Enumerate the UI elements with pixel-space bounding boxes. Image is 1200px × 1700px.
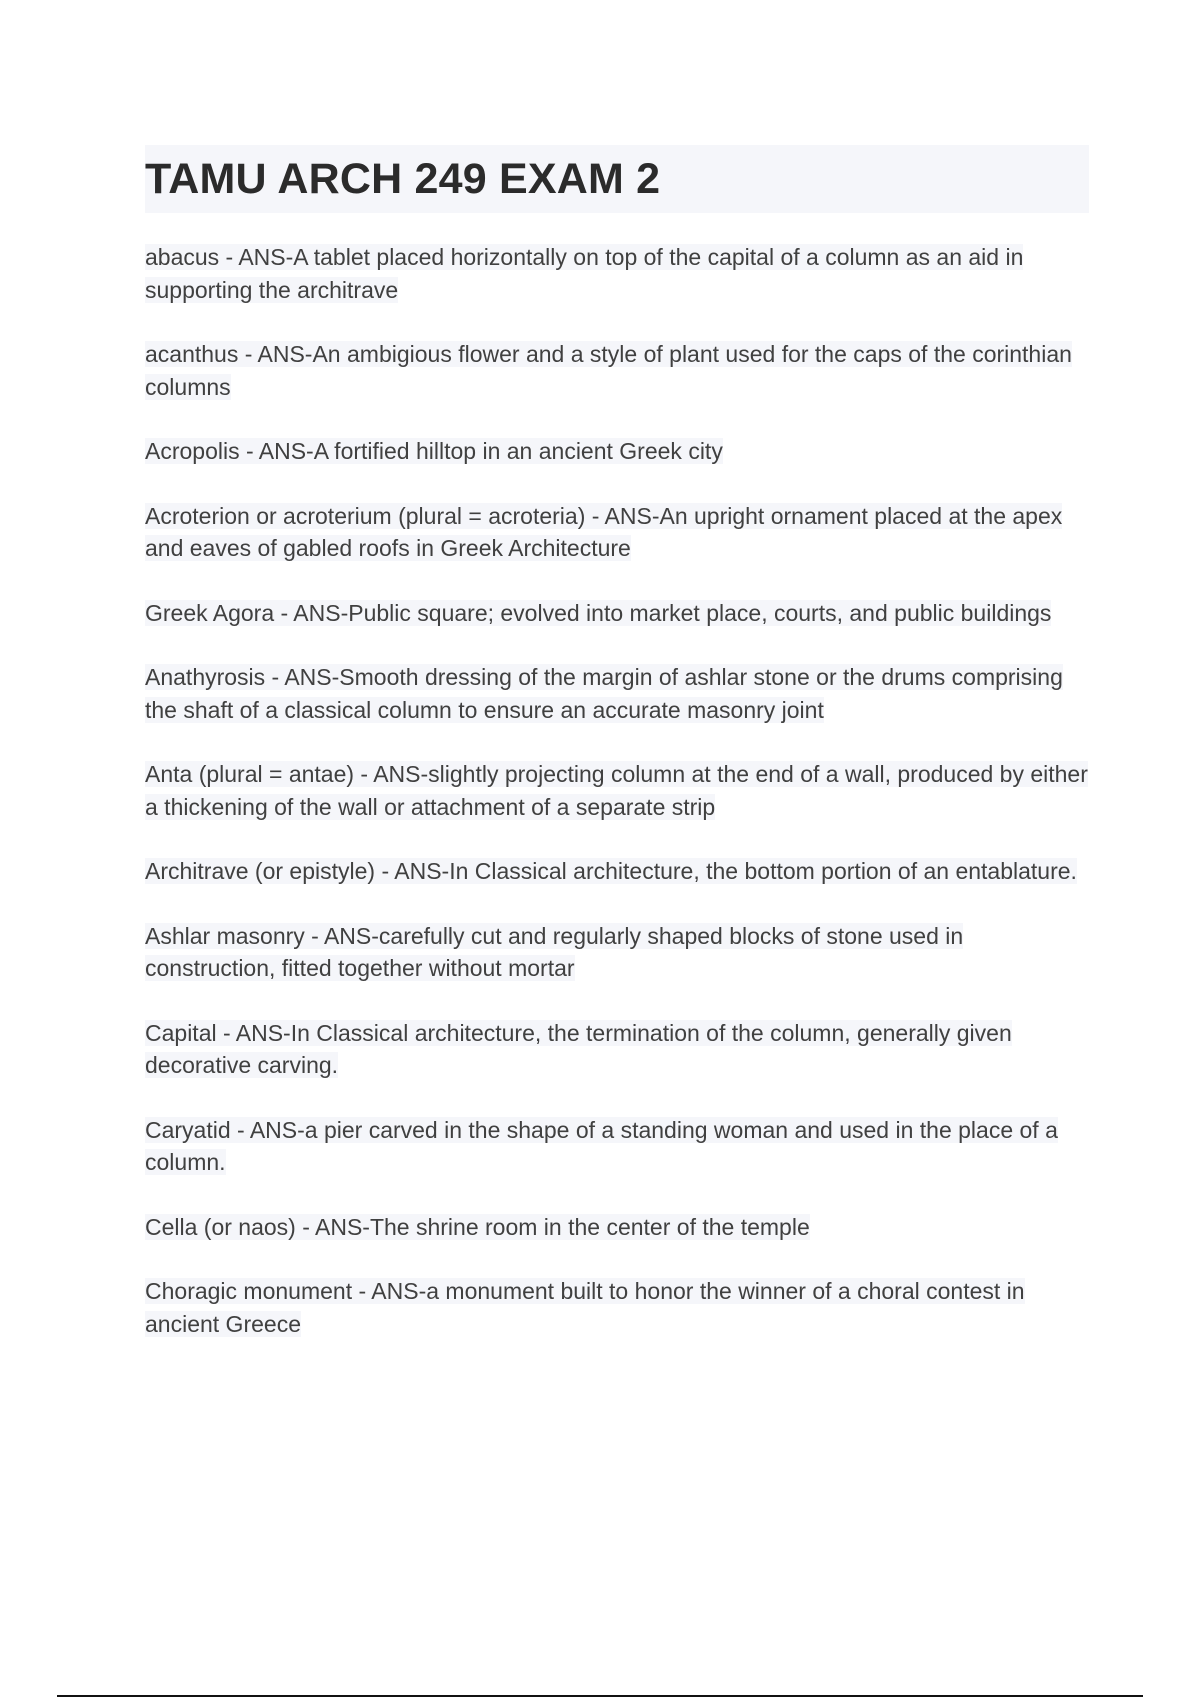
glossary-entry [145, 597, 1089, 630]
glossary-entry-text: abacus - ANS-A tablet placed horizontally on top of the capital of a column as an aid in supporting the architrave [145, 244, 1024, 303]
glossary-entry-text: acanthus - ANS-An ambigious flower and a style of plant used for the caps of the corinthian columns [145, 341, 1072, 400]
glossary-entry-text: Choragic monument - ANS-a monument built to honor the winner of a choral contest in ancient Greece [145, 1278, 1025, 1337]
glossary-entry [145, 338, 1089, 403]
page-bottom-rule [57, 1695, 1143, 1697]
glossary-entry-text: Acropolis - ANS-A fortified hilltop in an ancient Greek city [145, 438, 723, 464]
glossary-entry [145, 1211, 1089, 1244]
glossary-list [145, 241, 1089, 1372]
glossary-entry [145, 1017, 1089, 1082]
glossary-entry-text: Ashlar masonry - ANS-carefully cut and regularly shaped blocks of stone used in construction, fitted together without mortar [145, 922, 964, 981]
glossary-entry [145, 920, 1089, 985]
title-highlight [145, 145, 1089, 213]
glossary-entry [145, 758, 1089, 823]
glossary-entry-text: Architrave (or epistyle) - ANS-In Classical architecture, the bottom portion of an entablature. [145, 858, 1077, 884]
glossary-entry-text: Anathyrosis - ANS-Smooth dressing of the margin of ashlar stone or the drums comprising the shaft of a classical column to ensure an accurate masonry joint [145, 664, 1063, 723]
glossary-entry [145, 661, 1089, 726]
glossary-entry [145, 500, 1089, 565]
glossary-entry [145, 435, 1089, 468]
glossary-entry-text: Greek Agora - ANS-Public square; evolved into market place, courts, and public buildings [145, 599, 1052, 626]
glossary-entry-text: Acroterion or acroterium (plural = acroteria) - ANS-An upright ornament placed at the apex and eaves of gabled roofs in Greek Architecture [145, 502, 1063, 561]
glossary-entry-text: Cella (or naos) - ANS-The shrine room in the center of the temple [145, 1213, 810, 1240]
glossary-entry [145, 241, 1089, 306]
glossary-entry-text: Caryatid - ANS-a pier carved in the shape of a standing woman and used in the place of a column. [145, 1116, 1058, 1175]
glossary-entry-text: Anta (plural = antae) - ANS-slightly projecting column at the end of a wall, produced by either a thickening of the wall or attachment of a separate strip [145, 761, 1088, 820]
glossary-entry [145, 1114, 1089, 1179]
glossary-entry [145, 1275, 1089, 1340]
page-title: TAMU ARCH 249 EXAM 2 [145, 155, 661, 203]
glossary-entry-text: Capital - ANS-In Classical architecture, the termination of the column, generally given decorative carving. [145, 1019, 1012, 1078]
glossary-entry [145, 855, 1089, 888]
